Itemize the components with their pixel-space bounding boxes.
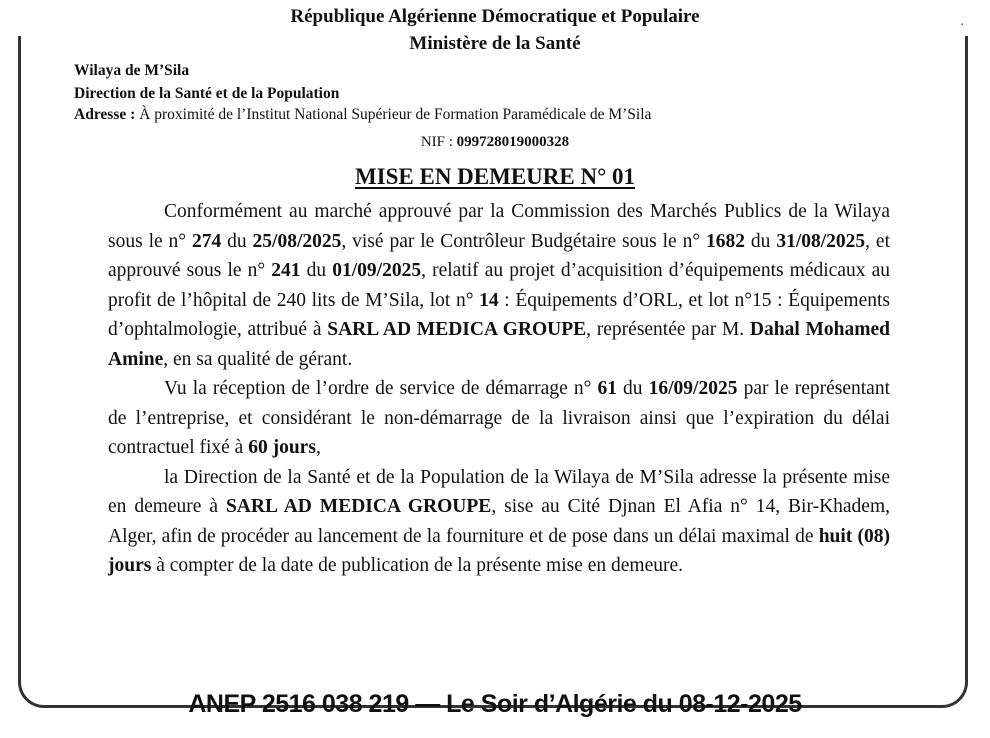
scan-mark: . bbox=[960, 14, 964, 29]
document-body bbox=[108, 197, 890, 581]
issuer-address bbox=[74, 106, 651, 124]
paragraph-notice: la Direction de la Santé et de la Population de la Wilaya de M’Sila adresse la présente mise en demeure à SARL AD MEDICA GROUPE, sise au Cité Djnan El Afia n° 14, Bir-Khadem, Alger, afin de procéder au lancement de la fourniture et de pose dans un délai maximal de huit (08) jours à compter de la date de publication de la présente mise en demeure. bbox=[108, 466, 891, 576]
paragraph-order: Vu la réception de l’ordre de service de démarrage n° 61 du 16/09/2025 par le représentant de l’entreprise, et considérant le non-démarrage de la livraison ainsi que l’expiration du délai contractuel fixé à 60 jours, bbox=[108, 378, 890, 458]
header-ministry: Ministère de la Santé bbox=[409, 33, 581, 54]
header-republic: République Algérienne Démocratique et Populaire bbox=[290, 6, 700, 27]
nif-value: 099728019000328 bbox=[456, 134, 570, 150]
publication-footer: ANEP 2516 038 219 — Le Soir d’Algérie du 08-12-2025 bbox=[188, 690, 802, 718]
nif-line bbox=[0, 134, 990, 151]
nif-label: NIF : bbox=[420, 134, 453, 150]
issuer-direction: Direction de la Santé et de la Population bbox=[74, 85, 340, 102]
address-value: À proximité de l’Institut National Supérieur de Formation Paramédicale de M’Sila bbox=[139, 106, 652, 123]
paragraph-contract: Conformément au marché approuvé par la Commission des Marchés Publics de la Wilaya sous le n° 274 du 25/08/2025, visé par le Contrôleur Budgétaire sous le n° 1682 du 31/08/2025, et approuvé sous le n° 241 du 01/09/2025, relatif au projet d’acquisition d’équipements médicaux au profit de l’hôpital de 240 lits de M’Sila, lot n° 14 : Équipements d’ORL, et lot n°15 : Équipements d’ophtalmologie, attribué à SARL AD MEDICA GROUPE, représentée par M. Dahal Mohamed Amine, en sa qualité de gérant. bbox=[108, 201, 891, 370]
document-title: MISE EN DEMEURE N° 01 bbox=[354, 164, 636, 189]
address-label: Adresse : bbox=[74, 106, 136, 123]
issuer-wilaya: Wilaya de M’Sila bbox=[74, 62, 190, 79]
